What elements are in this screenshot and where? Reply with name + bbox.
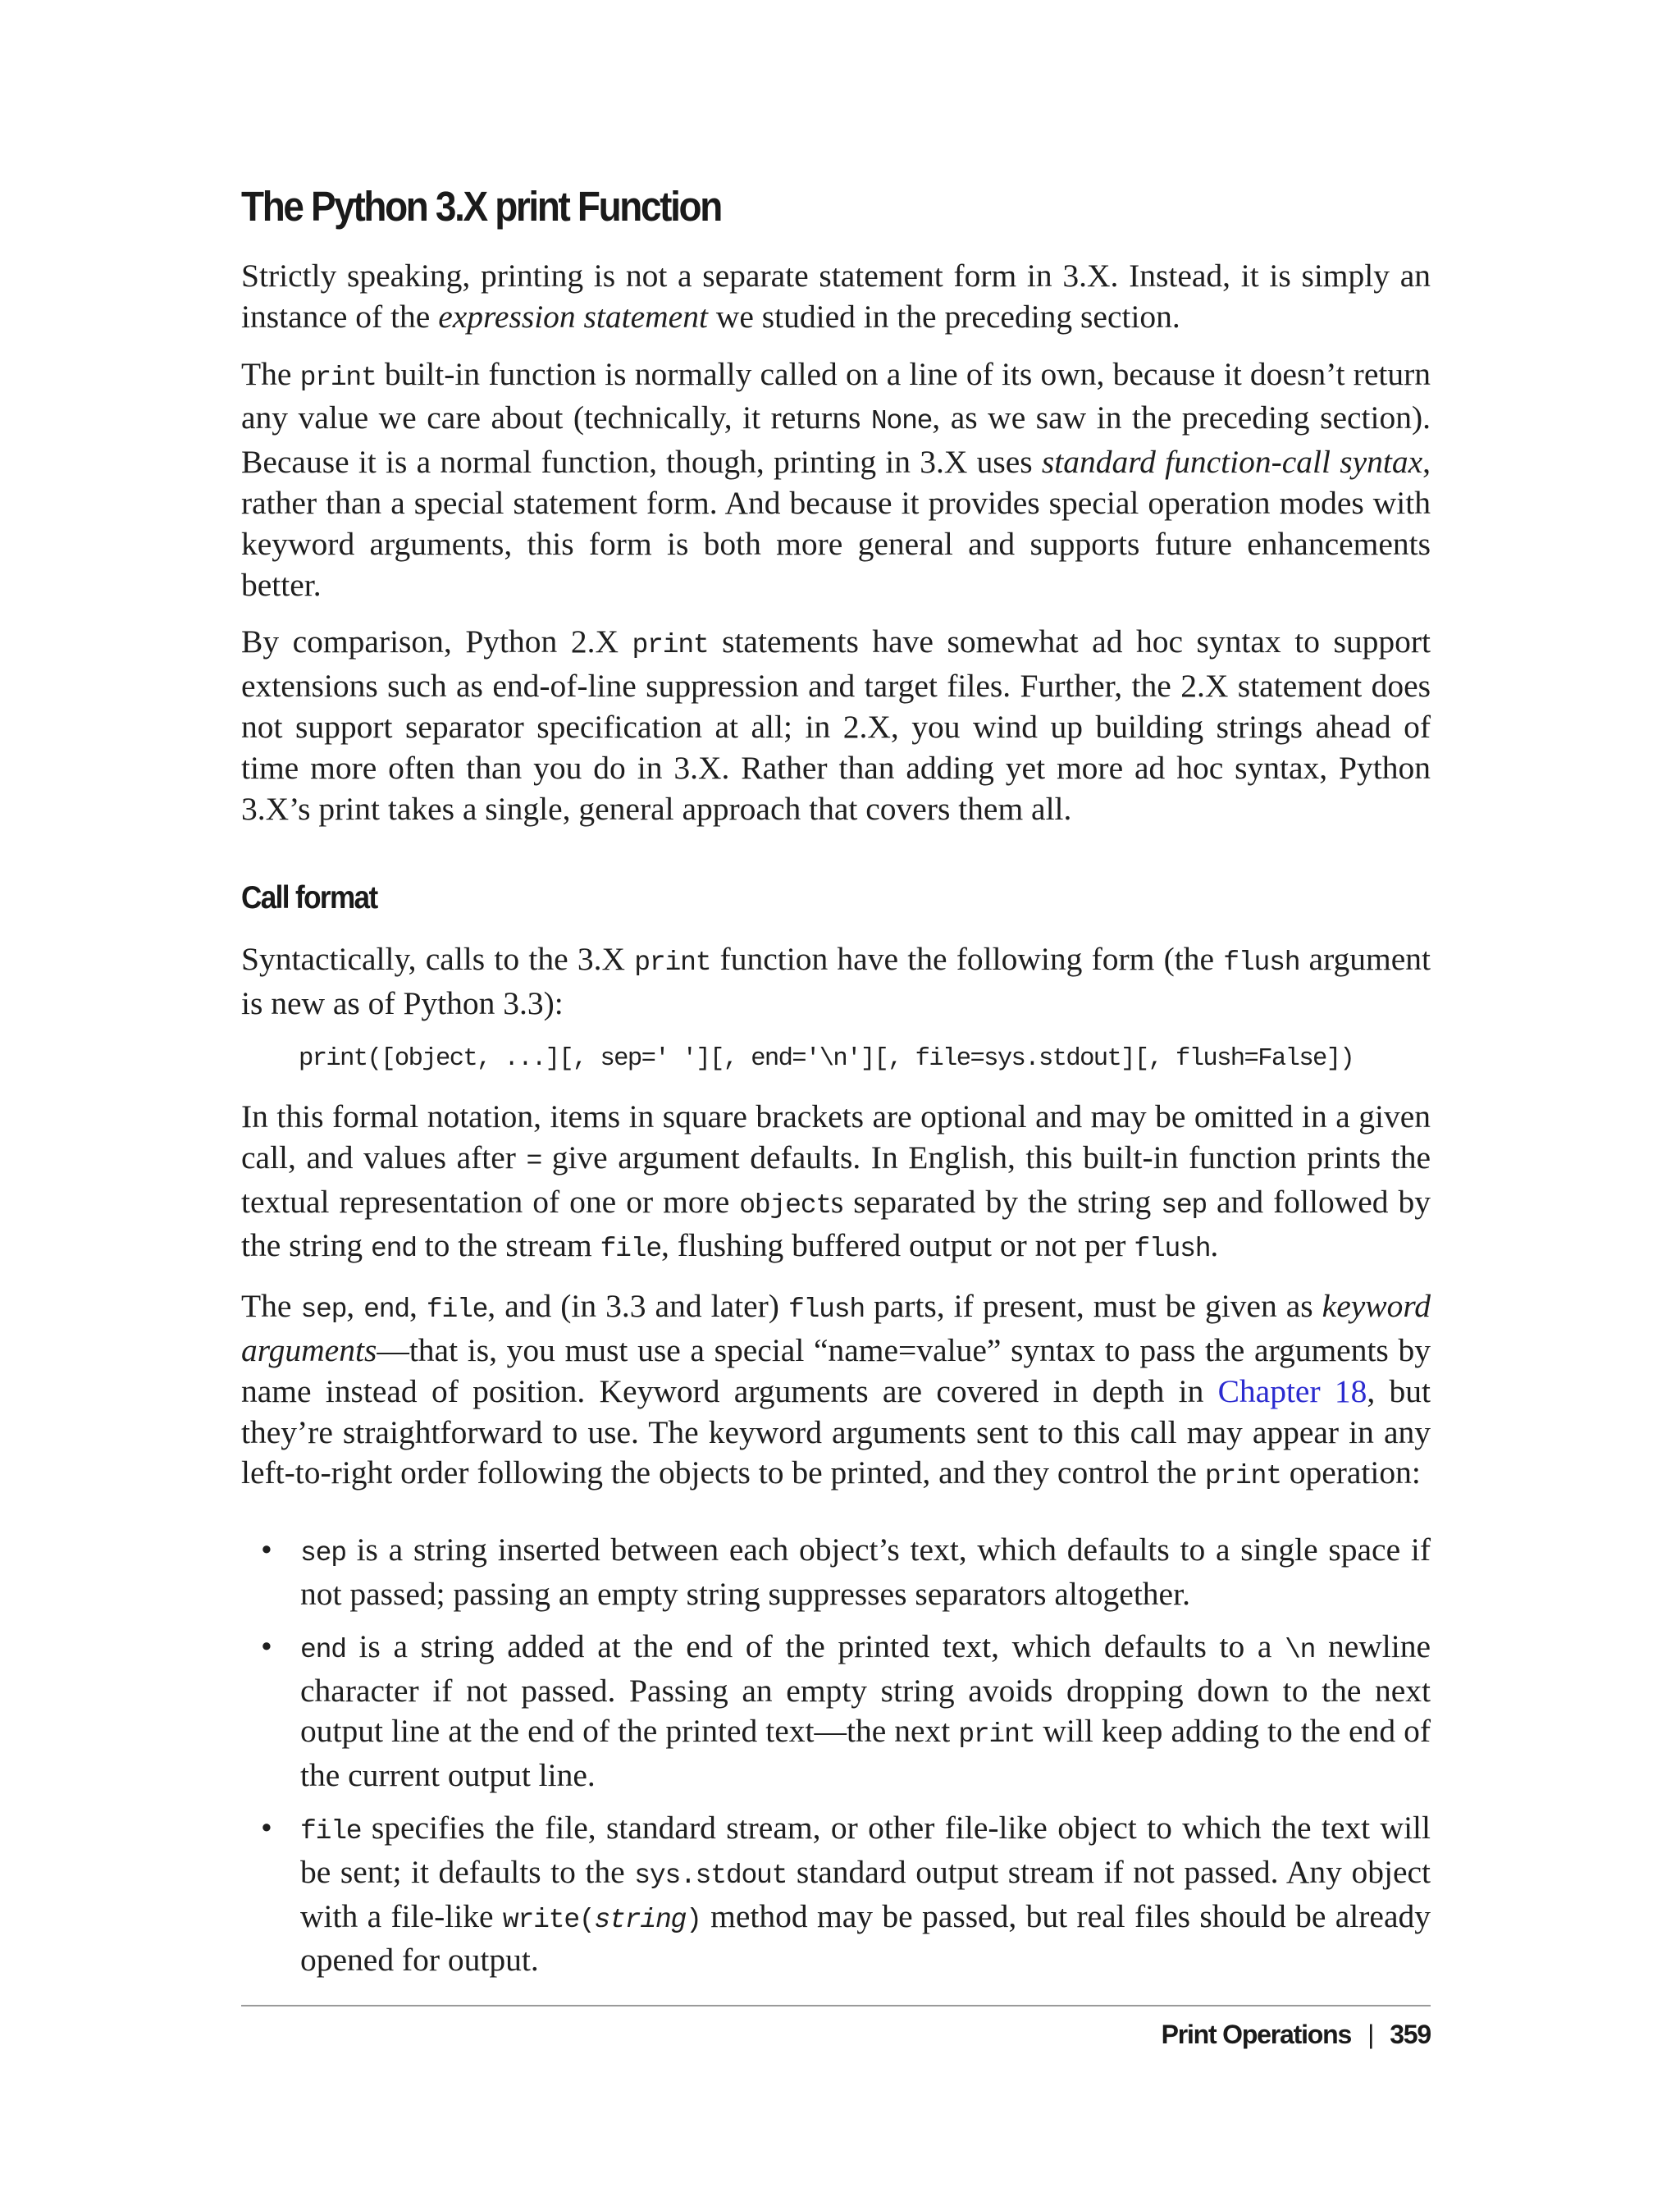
- inline-code: flush: [788, 1294, 865, 1326]
- inline-code: sep: [1161, 1189, 1208, 1221]
- paragraph-keyword-arguments: The sep, end, file, and (in 3.3 and later) flush parts, if present, must be given as keyword arguments—that is, you must use a special “name=value” syntax to pass the arguments by name instead of position. Keyword arguments are covered in depth in Chapter 18, but they’re straightforward to use. The keyword arguments sent to this call may appear in any left-to-right order following the objects to be printed, and they control the print operation:: [241, 1288, 1431, 1492]
- code-block: print([object, ...][, sep=' '][, end='\n'][, file=sys.stdout][, flush=False]): [299, 1044, 1354, 1073]
- inline-code: object: [739, 1189, 831, 1221]
- inline-code: None: [870, 406, 933, 437]
- list-item-sep: • sep is a string inserted between each object’s text, which defaults to a single space if not passed; passing an empty string suppresses separators altogether.: [261, 1532, 1431, 1612]
- inline-code: file: [600, 1234, 661, 1265]
- inline-code: sys.stdout: [634, 1860, 788, 1891]
- inline-code: file: [426, 1294, 488, 1326]
- paragraph-syntax: Syntactically, calls to the 3.X print function have the following form (the flush argument is new as of Python 3.3):: [241, 941, 1431, 1022]
- paragraph-intro: Strictly speaking, printing is not a separate statement form in 3.X. Instead, it is simply an instance of the expression statement we studied in the preceding section.: [241, 258, 1431, 335]
- inline-code: ): [686, 1904, 701, 1935]
- page-number: 359: [1390, 2020, 1431, 2049]
- bullet-icon: •: [261, 1532, 272, 1568]
- inline-code: file: [300, 1815, 362, 1847]
- bullet-icon: •: [261, 1628, 272, 1664]
- inline-code: flush: [1134, 1234, 1211, 1265]
- footer-separator: |: [1367, 2020, 1374, 2049]
- inline-code: end: [363, 1294, 409, 1326]
- inline-code: sep: [300, 1294, 347, 1326]
- inline-code: sep: [300, 1538, 346, 1569]
- emphasis: standard function-call syntax: [1041, 444, 1423, 481]
- inline-code: print: [634, 947, 711, 979]
- emphasis: expression statement: [438, 298, 708, 335]
- section-heading: The Python 3.X print Function: [241, 183, 721, 230]
- page-footer: [1162, 2016, 1431, 2052]
- inline-code: print: [299, 362, 377, 393]
- list-item-file: • file specifies the file, standard stream, or other file-like object to which the text will be sent; it defaults to the sys.stdout standard output stream if not passed. Any object with a file-like write(string) method may be passed, but real files should be already opened for output.: [261, 1809, 1431, 1979]
- keyword-argument-list: [241, 1530, 1431, 1981]
- list-item-end: • end is a string added at the end of the printed text, which defaults to a \n newline character if not passed. Passing an empty string avoids dropping down to the next output line at the end of the printed text—the next print will keep adding to the end of the current output line.: [261, 1628, 1431, 1794]
- inline-code: =: [526, 1145, 542, 1176]
- inline-code: end: [370, 1234, 417, 1265]
- inline-code-italic: string: [594, 1904, 687, 1935]
- subheading: Call format: [241, 880, 377, 916]
- chapter-18-link[interactable]: Chapter 18: [1217, 1372, 1367, 1409]
- paragraph-print-builtin: The print built-in function is normally called on a line of its own, because it doesn’t return any value we care about (technically, it returns None, as we saw in the preceding section). Because it is a normal function, though, printing in 3.X uses standard function-call syntax, rather than a special statement form. And because it provides special operation modes with keyword arguments, this form is both more general and supports future enhancements better.: [241, 355, 1431, 603]
- inline-code: flush: [1223, 947, 1300, 979]
- paragraph-comparison: By comparison, Python 2.X print statements have somewhat ad hoc syntax to support extensions such as end-of-line suppression and target files. Further, the 2.X statement does not support separator specification at all; in 2.X, you wind up building strings ahead of time more often than you do in 3.X. Rather than adding yet more ad hoc syntax, Python 3.X’s print takes a single, general approach that covers them all.: [241, 623, 1431, 827]
- bullet-icon: •: [261, 1809, 272, 1846]
- paragraph-formal-notation: In this formal notation, items in square brackets are optional and may be omitted in a given call, and values after = give argument defaults. In English, this built-in function prints the textual representation of one or more objects separated by the string sep and followed by the string end to the stream file, flushing buffered output or not per flush.: [241, 1098, 1431, 1265]
- inline-code: \n: [1285, 1634, 1316, 1665]
- inline-code: write(: [502, 1904, 595, 1935]
- footer-section-title: Print Operations: [1161, 2020, 1352, 2049]
- inline-code: print: [1204, 1461, 1281, 1492]
- inline-code: end: [300, 1634, 346, 1665]
- footer-rule: [241, 2005, 1431, 2006]
- emphasis: keyword arguments: [241, 1288, 1431, 1368]
- inline-code: print: [632, 630, 709, 661]
- inline-code: print: [958, 1719, 1035, 1751]
- page-content: [241, 179, 1431, 1993]
